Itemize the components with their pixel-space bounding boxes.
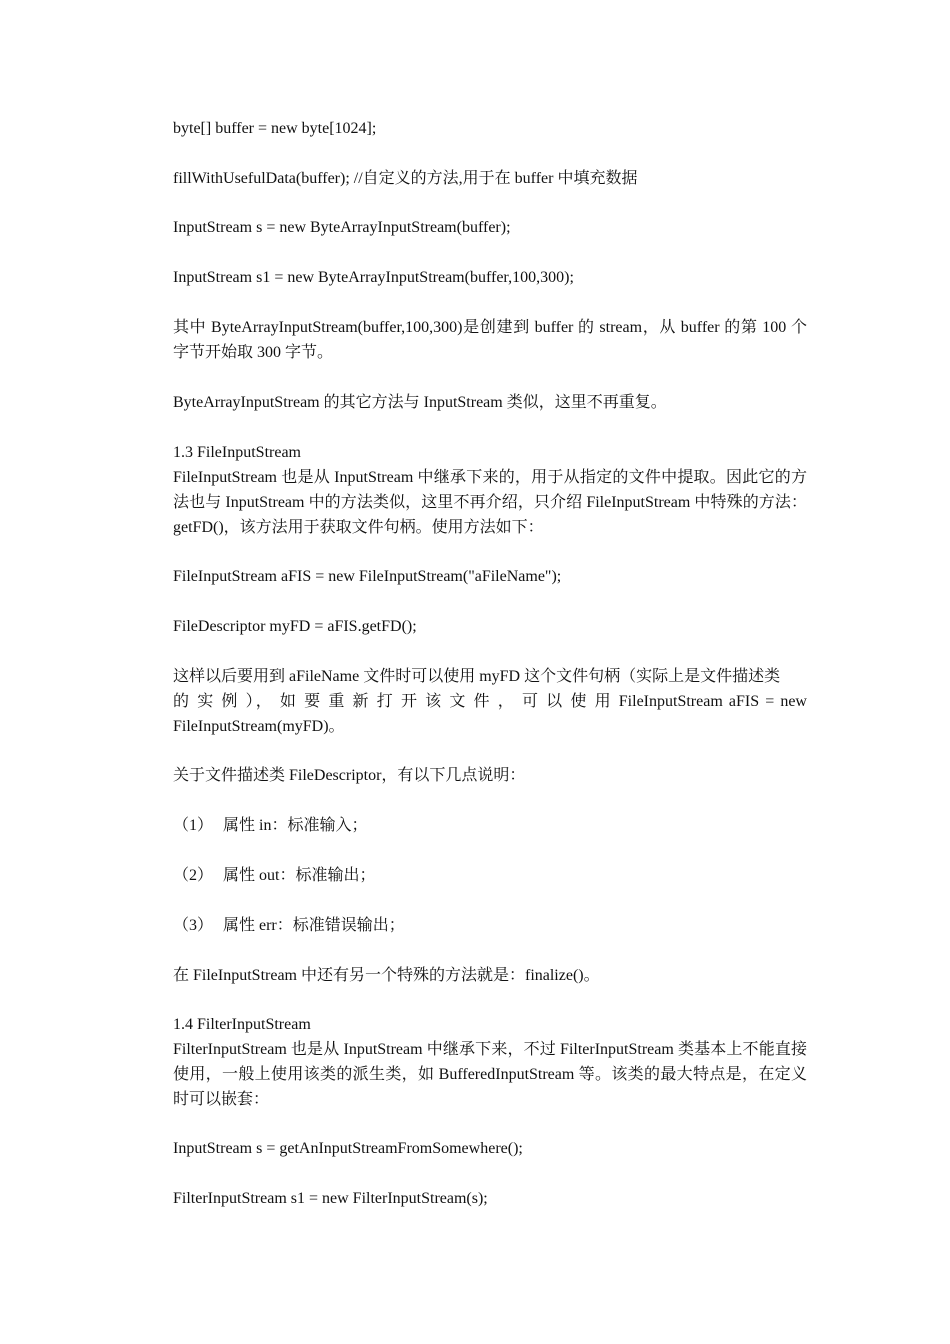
list-item-number: （1） xyxy=(173,817,214,834)
code-get-input-stream: InputStream s = getAnInputStreamFromSomewhere(); xyxy=(173,1140,523,1157)
list-item xyxy=(173,813,807,838)
code-fill-data: fillWithUsefulData(buffer); //自定义的方法,用于在 buffer 中填充数据 xyxy=(173,170,638,187)
paragraph-filterinputstream: FilterInputStream 也是从 InputStream 中继承下来，不过 FilterInputStream 类基本上不能直接使用，一般上使用该类的派生类，如 BufferedInputStream 等。该类的最大特点是，在定义时可以嵌套： xyxy=(173,1041,807,1108)
paragraph-line: 的 实 例 ）， 如 要 重 新 打 开 该 文 件 ， 可 以 使 用 FileInputStream aFIS = new xyxy=(173,693,807,710)
list-item xyxy=(173,913,807,938)
section-heading-fileinputstream: 1.3 FileInputStream xyxy=(173,444,301,461)
paragraph-bytearray-methods: ByteArrayInputStream 的其它方法与 InputStream 类似，这里不再重复。 xyxy=(173,394,667,411)
paragraph-line: FileInputStream(myFD)。 xyxy=(173,718,345,735)
code-fileinputstream-new: FileInputStream aFIS = new FileInputStream("aFileName"); xyxy=(173,568,562,585)
section-heading-filterinputstream: 1.4 FilterInputStream xyxy=(173,1016,311,1033)
paragraph-file-descriptor-usage xyxy=(173,664,807,739)
list-item-text: 属性 err：标准错误输出； xyxy=(223,917,405,934)
paragraph-bytearray-explain: 其中 ByteArrayInputStream(buffer,100,300)是创建到 buffer 的 stream，从 buffer 的第 100 个字节开始取 300 字节。 xyxy=(173,319,807,361)
list-item-text: 属性 out：标准输出； xyxy=(223,867,376,884)
paragraph-line: 这样以后要用到 aFileName 文件时可以使用 myFD 这个文件句柄（实际上是文件描述类 xyxy=(173,668,781,685)
list-item-text: 属性 in：标准输入； xyxy=(223,817,368,834)
list-item-number: （3） xyxy=(173,917,214,934)
paragraph-finalize: 在 FileInputStream 中还有另一个特殊的方法就是：finalize()。 xyxy=(173,967,600,984)
paragraph-fileinputstream: FileInputStream 也是从 InputStream 中继承下来的，用于从指定的文件中提取。因此它的方法也与 InputStream 中的方法类似，这里不再介绍，只介绍 FileInputStream 中特殊的方法：getFD()，该方法用于获取文件句柄。使用方法如下： xyxy=(173,469,807,536)
code-buffer-decl: byte[] buffer = new byte[1024]; xyxy=(173,120,377,137)
code-input-stream-offset: InputStream s1 = new ByteArrayInputStream(buffer,100,300); xyxy=(173,269,574,286)
code-filter-input-stream: FilterInputStream s1 = new FilterInputStream(s); xyxy=(173,1190,488,1207)
code-input-stream: InputStream s = new ByteArrayInputStream(buffer); xyxy=(173,219,511,236)
list-item xyxy=(173,863,807,888)
code-get-fd: FileDescriptor myFD = aFIS.getFD(); xyxy=(173,618,417,635)
list-item-number: （2） xyxy=(173,867,214,884)
paragraph-file-descriptor-notes: 关于文件描述类 FileDescriptor，有以下几点说明： xyxy=(173,767,526,784)
